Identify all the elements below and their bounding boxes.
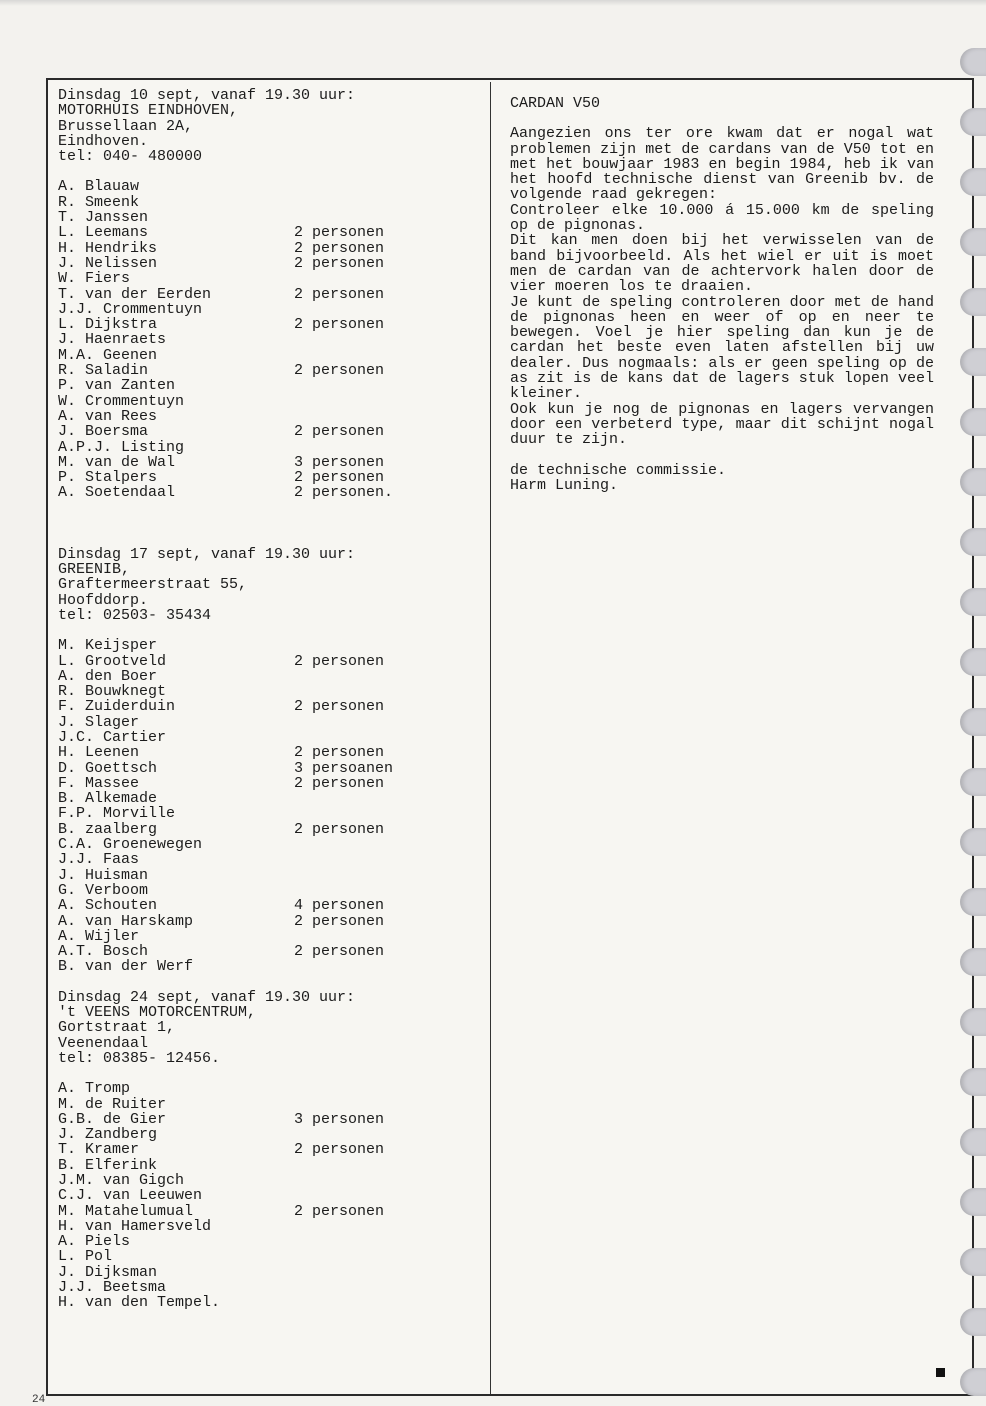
attendee-count: 2 personen xyxy=(294,469,385,487)
venue-phone: tel: 040- 480000 xyxy=(58,148,203,166)
venue-city: Hoofddorp. xyxy=(58,591,149,609)
attendee-count: 2 personen xyxy=(294,254,385,272)
punch-hole xyxy=(960,288,986,316)
attendee-row xyxy=(58,1204,478,1219)
attendee-name: F.P. Morville xyxy=(58,806,176,822)
attendee-name: P. Stalpers xyxy=(58,470,158,486)
attendee-row xyxy=(58,1097,478,1112)
meeting-section-veenendaal xyxy=(58,990,478,1311)
punch-hole xyxy=(960,168,986,196)
punch-hole xyxy=(960,1188,986,1216)
attendee-name: A.P.J. Listing xyxy=(58,439,185,455)
attendee-row xyxy=(58,1127,478,1142)
attendee-row xyxy=(58,898,478,913)
attendee-count: 2 personen xyxy=(294,1141,385,1159)
attendee-name: T. Janssen xyxy=(58,210,149,226)
punch-hole xyxy=(960,48,986,76)
attendee-list xyxy=(58,638,478,975)
attendee-row xyxy=(58,1295,478,1310)
punch-hole xyxy=(960,528,986,556)
punch-hole xyxy=(960,108,986,136)
venue-street: Brussellaan 2A, xyxy=(58,117,194,135)
attendee-name: C.A. Groenewegen xyxy=(58,837,203,853)
attendee-row xyxy=(58,730,478,745)
article-signature-org: de technische commissie. xyxy=(510,461,727,479)
attendee-row xyxy=(58,485,478,500)
attendee-row xyxy=(58,883,478,898)
punch-hole xyxy=(960,768,986,796)
attendee-row xyxy=(58,256,478,271)
attendee-count: 2 personen xyxy=(294,774,385,792)
attendee-name: T. van der Eerden xyxy=(58,286,212,302)
attendee-name: A. den Boer xyxy=(58,668,158,685)
punch-hole xyxy=(960,228,986,256)
attendee-count: 2 personen xyxy=(294,239,385,257)
attendee-name: A. Schouten xyxy=(58,898,158,914)
attendee-name: R. Bouwknegt xyxy=(58,684,167,700)
attendee-name: G. Verboom xyxy=(58,882,149,899)
punch-hole xyxy=(960,1128,986,1156)
attendee-count: 2 personen xyxy=(294,744,385,762)
attendee-count: 2 personen xyxy=(294,362,385,380)
attendee-name: R. Smeenk xyxy=(58,194,140,211)
attendee-name: M.A. Geenen xyxy=(58,347,158,364)
attendee-name: M. Matahelumual xyxy=(58,1203,194,1219)
attendee-row xyxy=(58,409,478,424)
attendee-name: H. Hendriks xyxy=(58,240,158,256)
attendee-name: J. Haenraets xyxy=(58,332,167,348)
article-paragraph: Dit kan men doen bij het verwisselen van de band bijvoorbeeld. Als het wiel er uit is moet men de cardan van de achtervork halen door de vier moeren los te draaien. xyxy=(510,232,934,296)
attendee-name: A. Blauaw xyxy=(58,179,140,195)
attendee-name: B. Elferink xyxy=(58,1157,158,1173)
attendee-name: A.T. Bosch xyxy=(58,944,149,960)
attendee-row xyxy=(58,287,478,302)
attendee-count: 2 personen xyxy=(294,698,385,716)
attendee-row xyxy=(58,363,478,378)
attendee-name: F. Massee xyxy=(58,775,140,792)
attendee-name: J. Zandberg xyxy=(58,1127,158,1143)
attendee-name: J. Huisman xyxy=(58,867,149,883)
attendee-row xyxy=(58,806,478,821)
meeting-schedule-column xyxy=(58,88,478,1311)
attendee-count: 2 personen. xyxy=(294,484,394,502)
venue-city: Veenendaal xyxy=(58,1034,149,1052)
attendee-row xyxy=(58,837,478,852)
attendee-name: J.J. Faas xyxy=(58,852,140,868)
attendee-row xyxy=(58,654,478,669)
attendee-name: M. Keijsper xyxy=(58,638,158,654)
attendee-count: 2 personen xyxy=(294,423,385,441)
attendee-row xyxy=(58,179,478,194)
venue-name: GREENIB, xyxy=(58,561,131,579)
punch-hole xyxy=(960,708,986,736)
attendee-name: H. van Hamersveld xyxy=(58,1218,212,1235)
attendee-name: J.C. Cartier xyxy=(58,729,167,746)
attendee-row xyxy=(58,669,478,684)
attendee-row xyxy=(58,1112,478,1127)
attendee-row xyxy=(58,1280,478,1295)
attendee-row xyxy=(58,791,478,806)
attendee-name: B. Alkemade xyxy=(58,791,158,807)
attendee-row xyxy=(58,1173,478,1188)
article-paragraph: Ook kun je nog de pignonas en lagers vervangen door een verbeterd type, maar dit schijnt nogal duur te zijn. xyxy=(510,400,934,449)
attendee-name: J. Boersma xyxy=(58,424,149,440)
attendee-row xyxy=(58,868,478,883)
attendee-list xyxy=(58,179,478,500)
attendee-name: J.J. Crommentuyn xyxy=(58,301,203,318)
attendee-row xyxy=(58,440,478,455)
venue-street: Graftermeerstraat 55, xyxy=(58,576,248,594)
punch-hole xyxy=(960,1068,986,1096)
punch-hole xyxy=(960,348,986,376)
cardan-article xyxy=(510,96,934,493)
attendee-row xyxy=(58,929,478,944)
attendee-row xyxy=(58,1234,478,1249)
punch-hole xyxy=(960,1248,986,1276)
attendee-count: 2 personen xyxy=(294,316,385,334)
attendee-name: R. Saladin xyxy=(58,363,149,379)
attendee-row xyxy=(58,776,478,791)
attendee-count: 2 personen xyxy=(294,912,385,930)
venue-name: 't VEENS MOTORCENTRUM, xyxy=(58,1004,257,1022)
attendee-row xyxy=(58,195,478,210)
attendee-count: 3 personen xyxy=(294,453,385,471)
scan-top-edge xyxy=(0,0,986,6)
attendee-name: A. van Rees xyxy=(58,408,158,425)
meeting-date: Dinsdag 17 sept, vanaf 19.30 uur: xyxy=(58,545,356,563)
attendee-row xyxy=(58,1081,478,1096)
attendee-name: L. Grootveld xyxy=(58,653,167,669)
attendee-count: 2 personen xyxy=(294,652,385,670)
attendee-count: 2 personen xyxy=(294,820,385,838)
meeting-date: Dinsdag 10 sept, vanaf 19.30 uur: xyxy=(58,87,356,104)
attendee-row xyxy=(58,241,478,256)
attendee-name: W. Crommentuyn xyxy=(58,393,185,409)
attendee-row xyxy=(58,210,478,225)
attendee-row xyxy=(58,1219,478,1234)
attendee-row xyxy=(58,1249,478,1264)
attendee-row xyxy=(58,959,478,974)
attendee-row xyxy=(58,225,478,240)
attendee-count: 2 personen xyxy=(294,285,385,303)
attendee-row xyxy=(58,944,478,959)
attendee-list xyxy=(58,1081,478,1310)
attendee-count: 2 personen xyxy=(294,224,385,242)
attendee-row xyxy=(58,470,478,485)
article-title: CARDAN V50 xyxy=(510,95,601,112)
attendee-name: A. Tromp xyxy=(58,1081,131,1097)
punch-hole xyxy=(960,888,986,916)
attendee-name: C.J. van Leeuwen xyxy=(58,1188,203,1204)
attendee-row xyxy=(58,455,478,470)
punch-hole xyxy=(960,648,986,676)
attendee-name: A. van Harskamp xyxy=(58,913,194,929)
punch-hole xyxy=(960,948,986,976)
attendee-name: P. van Zanten xyxy=(58,378,176,394)
column-divider xyxy=(490,82,491,1394)
attendee-row xyxy=(58,1158,478,1173)
attendee-row xyxy=(58,332,478,347)
punch-hole xyxy=(960,588,986,616)
attendee-name: W. Fiers xyxy=(58,271,131,287)
attendee-name: T. Kramer xyxy=(58,1142,140,1158)
attendee-count: 4 personen xyxy=(294,897,385,915)
attendee-row xyxy=(58,424,478,439)
attendee-name: M. van de Wal xyxy=(58,454,176,471)
attendee-name: H. Leenen xyxy=(58,745,140,761)
attendee-name: L. Leemans xyxy=(58,225,149,241)
attendee-name: J.J. Beetsma xyxy=(58,1280,167,1296)
attendee-name: L. Pol xyxy=(58,1249,113,1265)
attendee-name: H. van den Tempel. xyxy=(58,1295,221,1311)
attendee-name: J.M. van Gigch xyxy=(58,1173,185,1189)
attendee-row xyxy=(58,317,478,332)
meeting-section-eindhoven xyxy=(58,88,478,501)
attendee-count: 2 personen xyxy=(294,943,385,961)
article-paragraph: Aangezien ons ter ore kwam dat er nogal wat problemen zijn met de cardans van de V50 tot en met het bouwjaar 1983 en begin 1984, heb ik van het hoofd technische dienst van Greenib bv. de volgende raad gekregen: xyxy=(510,125,934,204)
attendee-name: M. de Ruiter xyxy=(58,1096,167,1112)
meeting-section-greenib xyxy=(58,547,478,975)
attendee-name: G.B. de Gier xyxy=(58,1111,167,1128)
attendee-name: B. van der Werf xyxy=(58,959,194,975)
end-of-article-mark xyxy=(936,1368,945,1377)
attendee-name: D. Goettsch xyxy=(58,760,158,776)
attendee-name: A. Soetendaal xyxy=(58,485,176,501)
article-signature-name: Harm Luning. xyxy=(510,476,619,494)
attendee-row xyxy=(58,745,478,760)
attendee-row xyxy=(58,914,478,929)
attendee-row xyxy=(58,852,478,867)
attendee-row xyxy=(58,394,478,409)
page-number: 24 xyxy=(32,1394,46,1406)
punch-hole xyxy=(960,408,986,436)
attendee-row xyxy=(58,638,478,653)
venue-city: Eindhoven. xyxy=(58,132,149,150)
attendee-row xyxy=(58,271,478,286)
attendee-name: J. Slager xyxy=(58,714,140,730)
meeting-date: Dinsdag 24 sept, vanaf 19.30 uur: xyxy=(58,988,356,1006)
attendee-row xyxy=(58,378,478,393)
venue-name: MOTORHUIS EINDHOVEN, xyxy=(58,102,239,120)
attendee-name: F. Zuiderduin xyxy=(58,699,176,715)
attendee-row xyxy=(58,684,478,699)
attendee-row xyxy=(58,715,478,730)
binder-punch-holes xyxy=(956,40,986,1402)
attendee-name: A. Piels xyxy=(58,1234,131,1250)
venue-phone: tel: 08385- 12456. xyxy=(58,1049,221,1067)
attendee-row xyxy=(58,761,478,776)
punch-hole xyxy=(960,828,986,856)
attendee-name: J. Nelissen xyxy=(58,255,158,272)
attendee-name: B. zaalberg xyxy=(58,821,158,838)
article-paragraph: Controleer elke 10.000 á 15.000 km de speling op de pignonas. xyxy=(510,201,934,235)
attendee-name: A. Wijler xyxy=(58,928,140,945)
attendee-row xyxy=(58,822,478,837)
punch-hole xyxy=(960,468,986,496)
punch-hole xyxy=(960,1368,986,1396)
attendee-count: 3 persoanen xyxy=(294,759,394,777)
attendee-name: L. Dijkstra xyxy=(58,317,158,333)
attendee-count: 3 personen xyxy=(294,1110,385,1128)
attendee-row xyxy=(58,1142,478,1157)
attendee-row xyxy=(58,302,478,317)
venue-phone: tel: 02503- 35434 xyxy=(58,606,212,624)
attendee-row xyxy=(58,699,478,714)
punch-hole xyxy=(960,1008,986,1036)
venue-street: Gortstraat 1, xyxy=(58,1019,176,1037)
attendee-row xyxy=(58,348,478,363)
attendee-row xyxy=(58,1188,478,1203)
punch-hole xyxy=(960,1308,986,1336)
attendee-count: 2 personen xyxy=(294,1202,385,1220)
article-paragraph: Je kunt de speling controleren door met de hand de pignonas heen en weer of op en neer te bewegen. Voel je hier speling dan kun je de cardan het beste even laten afstellen bij uw dealer. Dus nogmaals: als er geen speling op de as zit is de kans dat de lagers stuk lopen veel kleiner. xyxy=(510,293,934,403)
attendee-name: J. Dijksman xyxy=(58,1264,158,1281)
attendee-row xyxy=(58,1265,478,1280)
